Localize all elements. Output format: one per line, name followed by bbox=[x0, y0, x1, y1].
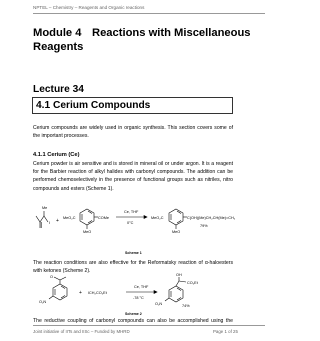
scheme-1-diagram bbox=[30, 200, 240, 246]
footer-divider bbox=[33, 325, 265, 326]
scheme-1-caption: Scheme 1 bbox=[125, 251, 142, 255]
scheme2-substrate-no2: O₂N bbox=[39, 300, 47, 304]
scheme1-substrate-meo: MeO bbox=[83, 230, 92, 234]
footer-page-number: Page 1 of 25 bbox=[213, 329, 238, 334]
header-divider bbox=[33, 13, 265, 14]
scheme1-substrate-ester: MeO₂C bbox=[63, 216, 76, 220]
scheme2-conditions-bottom: -78 °C bbox=[133, 296, 144, 300]
module-number: Module 4 bbox=[33, 27, 82, 39]
cerium-paragraph: Cerium powder is air sensitive and is stored in mineral oil or under argon. It is a reagent for the Barbier reaction of alkyl halides with carbonyl compounds. The addition can be performed chemoselectively in the presence of functional groups such as nitriles, nitro compounds and esters (Scheme 1). bbox=[33, 161, 233, 192]
intro-paragraph: Cerium compounds are widely used in organic synthesis. This section covers some of the important processes. bbox=[33, 125, 233, 140]
scheme1-yield: 79% bbox=[200, 224, 208, 228]
scheme2-conditions-top: Ce, THF bbox=[134, 285, 149, 289]
module-title-line1: Reactions with Miscellaneous bbox=[92, 27, 251, 39]
module-title-line2: Reagents bbox=[33, 41, 84, 53]
scheme1-iodo-label: I bbox=[49, 220, 51, 225]
reductive-paragraph: The reductive coupling of carbonyl compounds can also be accomplished using the bbox=[33, 318, 233, 324]
scheme1-plus: + bbox=[56, 218, 59, 224]
scheme1-product-meo: MeO bbox=[172, 230, 181, 234]
scheme2-product-no2: O₂N bbox=[155, 302, 163, 306]
scheme2-yield: 74% bbox=[182, 304, 190, 308]
scheme1-product-ester: MeO₂C bbox=[151, 216, 164, 220]
scheme2-substrate-o: O bbox=[50, 275, 53, 279]
scheme2-plus: + bbox=[79, 290, 82, 296]
scheme2-product-oh: OH bbox=[176, 273, 182, 277]
scheme1-substrate-ketone: COMe bbox=[98, 216, 109, 220]
scheme1-conditions-top: Ce, THF bbox=[124, 210, 139, 214]
scheme1-product-chain: C(OH)(Me)CH₂CH(Me)=CH₂ bbox=[187, 216, 236, 220]
reformatsky-paragraph: The reaction conditions are also effective for the Reformatsky reaction of α-haloesters with ketones (Scheme 2). bbox=[33, 260, 233, 275]
lecture-heading: Lecture 34 bbox=[33, 84, 84, 95]
scheme1-conditions-bottom: 0°C bbox=[127, 221, 134, 225]
subsection-heading: 4.1.1 Cerium (Ce) bbox=[33, 152, 80, 158]
scheme2-product-ester: CO₂Et bbox=[187, 281, 198, 285]
footer-credit: Joint initiative of IITs and IISc – Funded by MHRD bbox=[33, 329, 130, 334]
scheme-2-caption: Scheme 2 bbox=[125, 312, 142, 316]
scheme-2-diagram bbox=[30, 274, 240, 310]
scheme1-me-label: Me bbox=[42, 206, 48, 210]
section-heading: 4.1 Cerium Compounds bbox=[36, 100, 151, 111]
running-header: NPTEL – Chemistry – Reagents and Organic reactions bbox=[33, 5, 145, 10]
scheme2-reagent: ICH₂CO₂Et bbox=[88, 291, 107, 295]
